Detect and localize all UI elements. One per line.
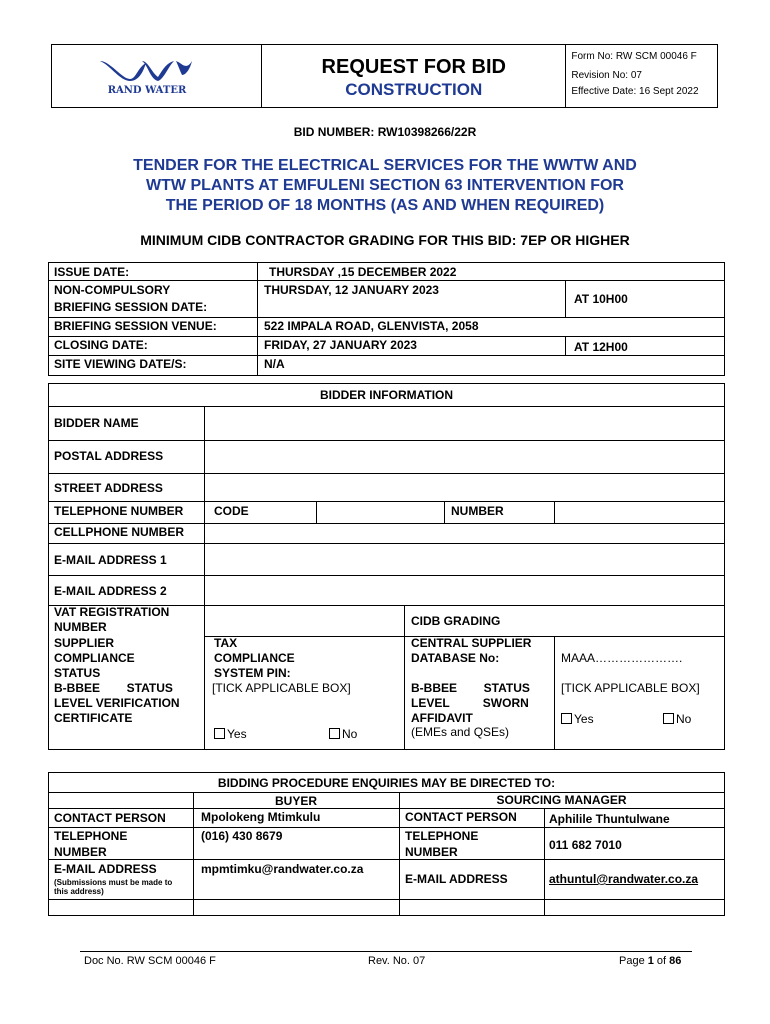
- csd-label: CENTRAL SUPPLIER: [411, 636, 532, 650]
- checkbox-icon[interactable]: [214, 728, 225, 739]
- logo-cell: [52, 45, 262, 108]
- form-number: Form No: RW SCM 00046 F: [571, 51, 697, 62]
- footer-page-number: [619, 955, 681, 967]
- form-title: REQUEST FOR BID: [321, 56, 506, 78]
- sourcing-manager-heading: SOURCING MANAGER: [496, 793, 627, 807]
- form-header: [51, 44, 718, 108]
- postal-address-label: POSTAL ADDRESS: [54, 449, 164, 463]
- closing-date-value: FRIDAY, 27 JANUARY 2023: [264, 338, 417, 352]
- bid-number: BID NUMBER: RW10398266/22R: [293, 125, 477, 139]
- tax-pin-label: COMPLIANCE: [214, 651, 295, 665]
- footer-doc-number: Doc No. RW SCM 00046 F: [84, 955, 216, 967]
- street-address-label: STREET ADDRESS: [54, 481, 163, 495]
- logo-text: RAND WATER: [107, 85, 187, 96]
- email-note: this address): [54, 887, 104, 896]
- email2-label: E-MAIL ADDRESS 2: [54, 584, 167, 598]
- revision-number: Revision No: 07: [571, 70, 642, 81]
- telephone-label: TELEPHONE: [54, 829, 128, 843]
- page-current: 1: [647, 955, 654, 967]
- email-label: E-MAIL ADDRESS: [54, 862, 157, 876]
- tender-title-line: THE PERIOD OF 18 MONTHS (AS AND WHEN REQUIRED): [165, 197, 605, 214]
- manager-name: Aphilile Thuntulwane: [549, 812, 670, 826]
- bbbee-certificate-label: CERTIFICATE: [54, 711, 133, 725]
- contact-person-label: CONTACT PERSON: [54, 811, 166, 825]
- bidder-information-table: [48, 383, 725, 750]
- manager-email[interactable]: athuntul@randwater.co.za: [549, 872, 699, 886]
- bidder-info-heading: BIDDER INFORMATION: [319, 388, 454, 402]
- briefing-date-label: BRIEFING SESSION DATE:: [54, 300, 208, 314]
- cidb-grading-requirement: MINIMUM CIDB CONTRACTOR GRADING FOR THIS BID: 7EP OR HIGHER: [140, 232, 630, 248]
- checkbox-icon[interactable]: [329, 728, 340, 739]
- vat-label: VAT REGISTRATION: [54, 605, 170, 619]
- affidavit-no-option[interactable]: [663, 712, 691, 726]
- briefing-date-label: NON-COMPULSORY: [54, 283, 171, 297]
- venue-label: BRIEFING SESSION VENUE:: [54, 319, 217, 333]
- no-label: No: [342, 727, 358, 741]
- manager-telephone: 011 682 7010: [549, 838, 622, 852]
- telephone-label: TELEPHONE NUMBER: [54, 504, 184, 518]
- bbbee-affidavit-label: B-BBEE STATUS: [411, 681, 530, 695]
- code-label: CODE: [214, 504, 249, 518]
- tax-pin-label: TAX: [214, 636, 238, 650]
- page-of: of: [653, 955, 670, 967]
- bbbee-affidavit-note: (EMEs and QSEs): [411, 725, 510, 739]
- buyer-telephone: (016) 430 8679: [201, 829, 283, 843]
- vat-label: NUMBER: [54, 620, 107, 634]
- csd-number-value[interactable]: MAAA………………….: [561, 651, 683, 665]
- form-info-cell: [566, 45, 718, 108]
- site-viewing-label: SITE VIEWING DATE/S:: [54, 357, 187, 371]
- csd-label: DATABASE No:: [411, 651, 500, 665]
- tick-instruction: [TICK APPLICABLE BOX]: [561, 681, 700, 695]
- supplier-compliance-label: COMPLIANCE: [54, 651, 135, 665]
- telephone-label: TELEPHONE: [405, 829, 479, 843]
- supplier-compliance-label: SUPPLIER: [54, 636, 115, 650]
- venue-value: 522 IMPALA ROAD, GLENVISTA, 2058: [264, 319, 479, 333]
- no-label: No: [676, 712, 692, 726]
- supplier-compliance-label: STATUS: [54, 666, 101, 680]
- tender-title: [60, 156, 710, 216]
- page-prefix: Page: [619, 955, 648, 967]
- rand-water-logo-icon: [92, 57, 202, 83]
- email1-label: E-MAIL ADDRESS 1: [54, 553, 167, 567]
- tax-pin-label: SYSTEM PIN:: [214, 666, 291, 680]
- number-label: NUMBER: [451, 504, 504, 518]
- enquiries-heading: BIDDING PROCEDURE ENQUIRIES MAY BE DIRECTED TO:: [217, 776, 556, 790]
- issue-date-label: ISSUE DATE:: [54, 265, 130, 279]
- cellphone-label: CELLPHONE NUMBER: [54, 525, 185, 539]
- tender-title-line: WTW PLANTS AT EMFULENI SECTION 63 INTERVENTION FOR: [146, 177, 624, 194]
- checkbox-icon[interactable]: [561, 713, 572, 724]
- title-cell: [262, 45, 566, 108]
- footer-revision: Rev. No. 07: [368, 955, 426, 967]
- issue-date-value: THURSDAY ,15 DECEMBER 2022: [269, 265, 457, 279]
- effective-date: Effective Date: 16 Sept 2022: [571, 86, 699, 97]
- bbbee-certificate-label: B-BBEE STATUS: [54, 681, 173, 695]
- cidb-grading-label: CIDB GRADING: [411, 614, 501, 628]
- key-dates-table: [48, 262, 725, 376]
- briefing-date-value: THURSDAY, 12 JANUARY 2023: [264, 283, 439, 297]
- closing-date-label: CLOSING DATE:: [54, 338, 148, 352]
- form-subtitle: CONSTRUCTION: [345, 80, 483, 99]
- page-total: 86: [669, 955, 682, 967]
- bbbee-affidavit-label: AFFIDAVIT: [411, 711, 473, 725]
- bbbee-certificate-label: LEVEL VERIFICATION: [54, 696, 180, 710]
- buyer-heading: BUYER: [274, 794, 317, 808]
- email-note: (Submissions must be made to: [54, 878, 173, 887]
- buyer-email[interactable]: mpmtimku@randwater.co.za: [201, 862, 364, 876]
- yes-label: Yes: [227, 727, 247, 741]
- yes-label: Yes: [574, 712, 594, 726]
- contact-person-label: CONTACT PERSON: [405, 810, 517, 824]
- tick-instruction: [TICK APPLICABLE BOX]: [212, 681, 351, 695]
- checkbox-icon[interactable]: [663, 713, 674, 724]
- certificate-no-option[interactable]: [329, 727, 357, 741]
- briefing-time: AT 10H00: [574, 292, 628, 306]
- email-label: E-MAIL ADDRESS: [405, 872, 508, 886]
- telephone-label: NUMBER: [405, 845, 458, 859]
- bbbee-affidavit-label: LEVEL SWORN: [411, 696, 529, 710]
- telephone-label: NUMBER: [54, 845, 107, 859]
- footer-rule: [80, 951, 692, 952]
- enquiries-table: [48, 772, 725, 916]
- closing-time: AT 12H00: [574, 340, 628, 354]
- tender-title-line: TENDER FOR THE ELECTRICAL SERVICES FOR THE WWTW AND: [133, 157, 637, 174]
- site-viewing-value: N/A: [264, 357, 285, 371]
- affidavit-yes-option[interactable]: [561, 712, 594, 726]
- buyer-name: Mpolokeng Mtimkulu: [201, 810, 321, 824]
- bidder-name-label: BIDDER NAME: [54, 416, 139, 430]
- certificate-yes-option[interactable]: [214, 727, 247, 741]
